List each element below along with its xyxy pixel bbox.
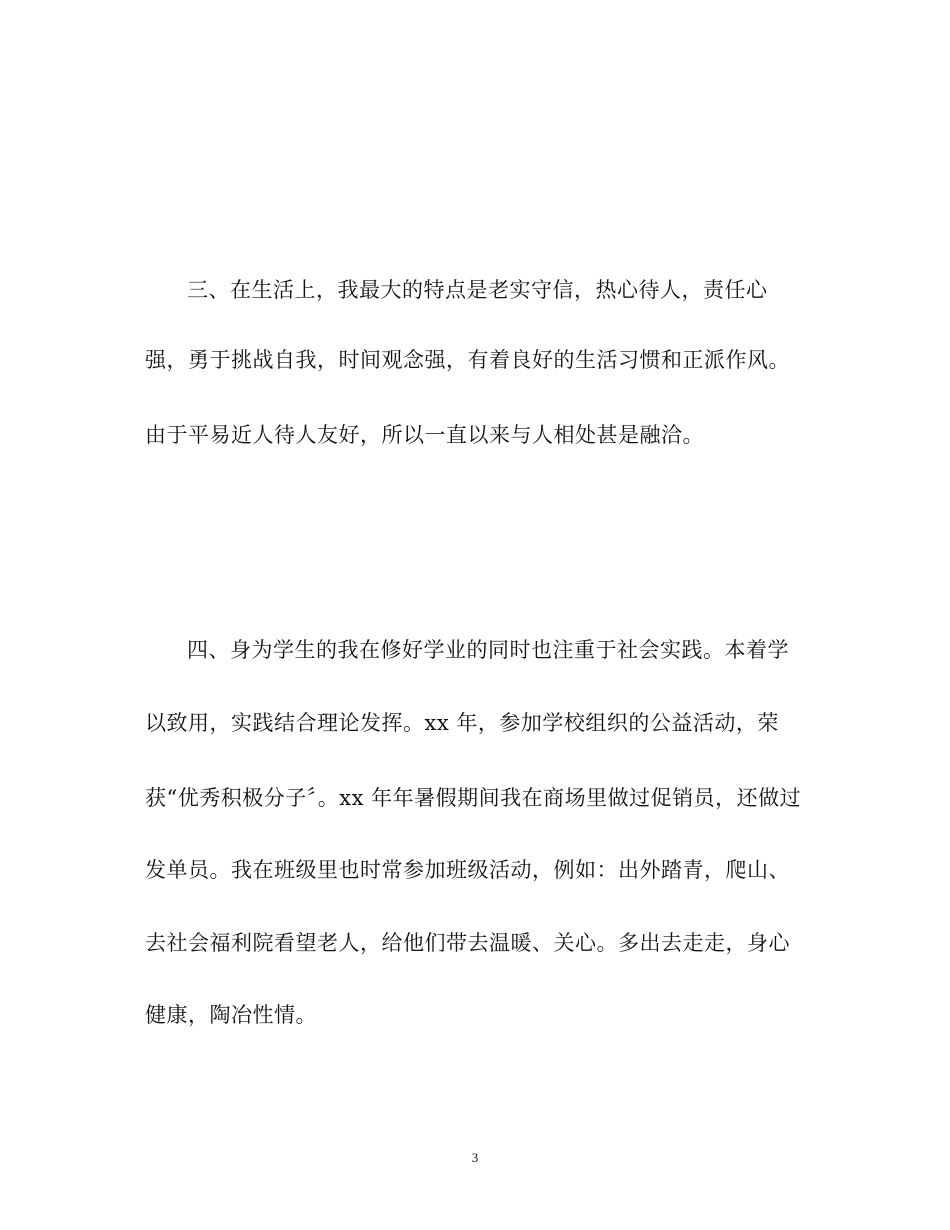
paragraph-line: 发单员。我在班级里也时常参加班级活动，例如：出外踏青，爬山、: [145, 858, 790, 882]
paragraph-line: 去社会福利院看望老人，给他们带去温暖、关心。多出去走走，身心: [145, 931, 790, 955]
paragraph-line: 获“优秀积极分子〞。xx 年年暑假期间我在商场里做过促销员，还做过: [145, 786, 802, 810]
paragraph-line: 强，勇于挑战自我，时间观念强，有着良好的生活习惯和正派作风。: [145, 348, 790, 372]
paragraph-line: 三、在生活上，我最大的特点是老实守信，热心待人，责任心: [187, 278, 768, 302]
paragraph-line: 健康，陶冶性情。: [145, 1003, 317, 1027]
page-number: 3: [471, 1150, 479, 1165]
paragraph-line: 四、身为学生的我在修好学业的同时也注重于社会实践。本着学: [187, 638, 789, 662]
paragraph-line: 由于平易近人待人友好，所以一直以来与人相处甚是融洽。: [145, 423, 704, 447]
paragraph-line: 以致用，实践结合理论发挥。xx 年，参加学校组织的公益活动，荣: [145, 711, 779, 735]
